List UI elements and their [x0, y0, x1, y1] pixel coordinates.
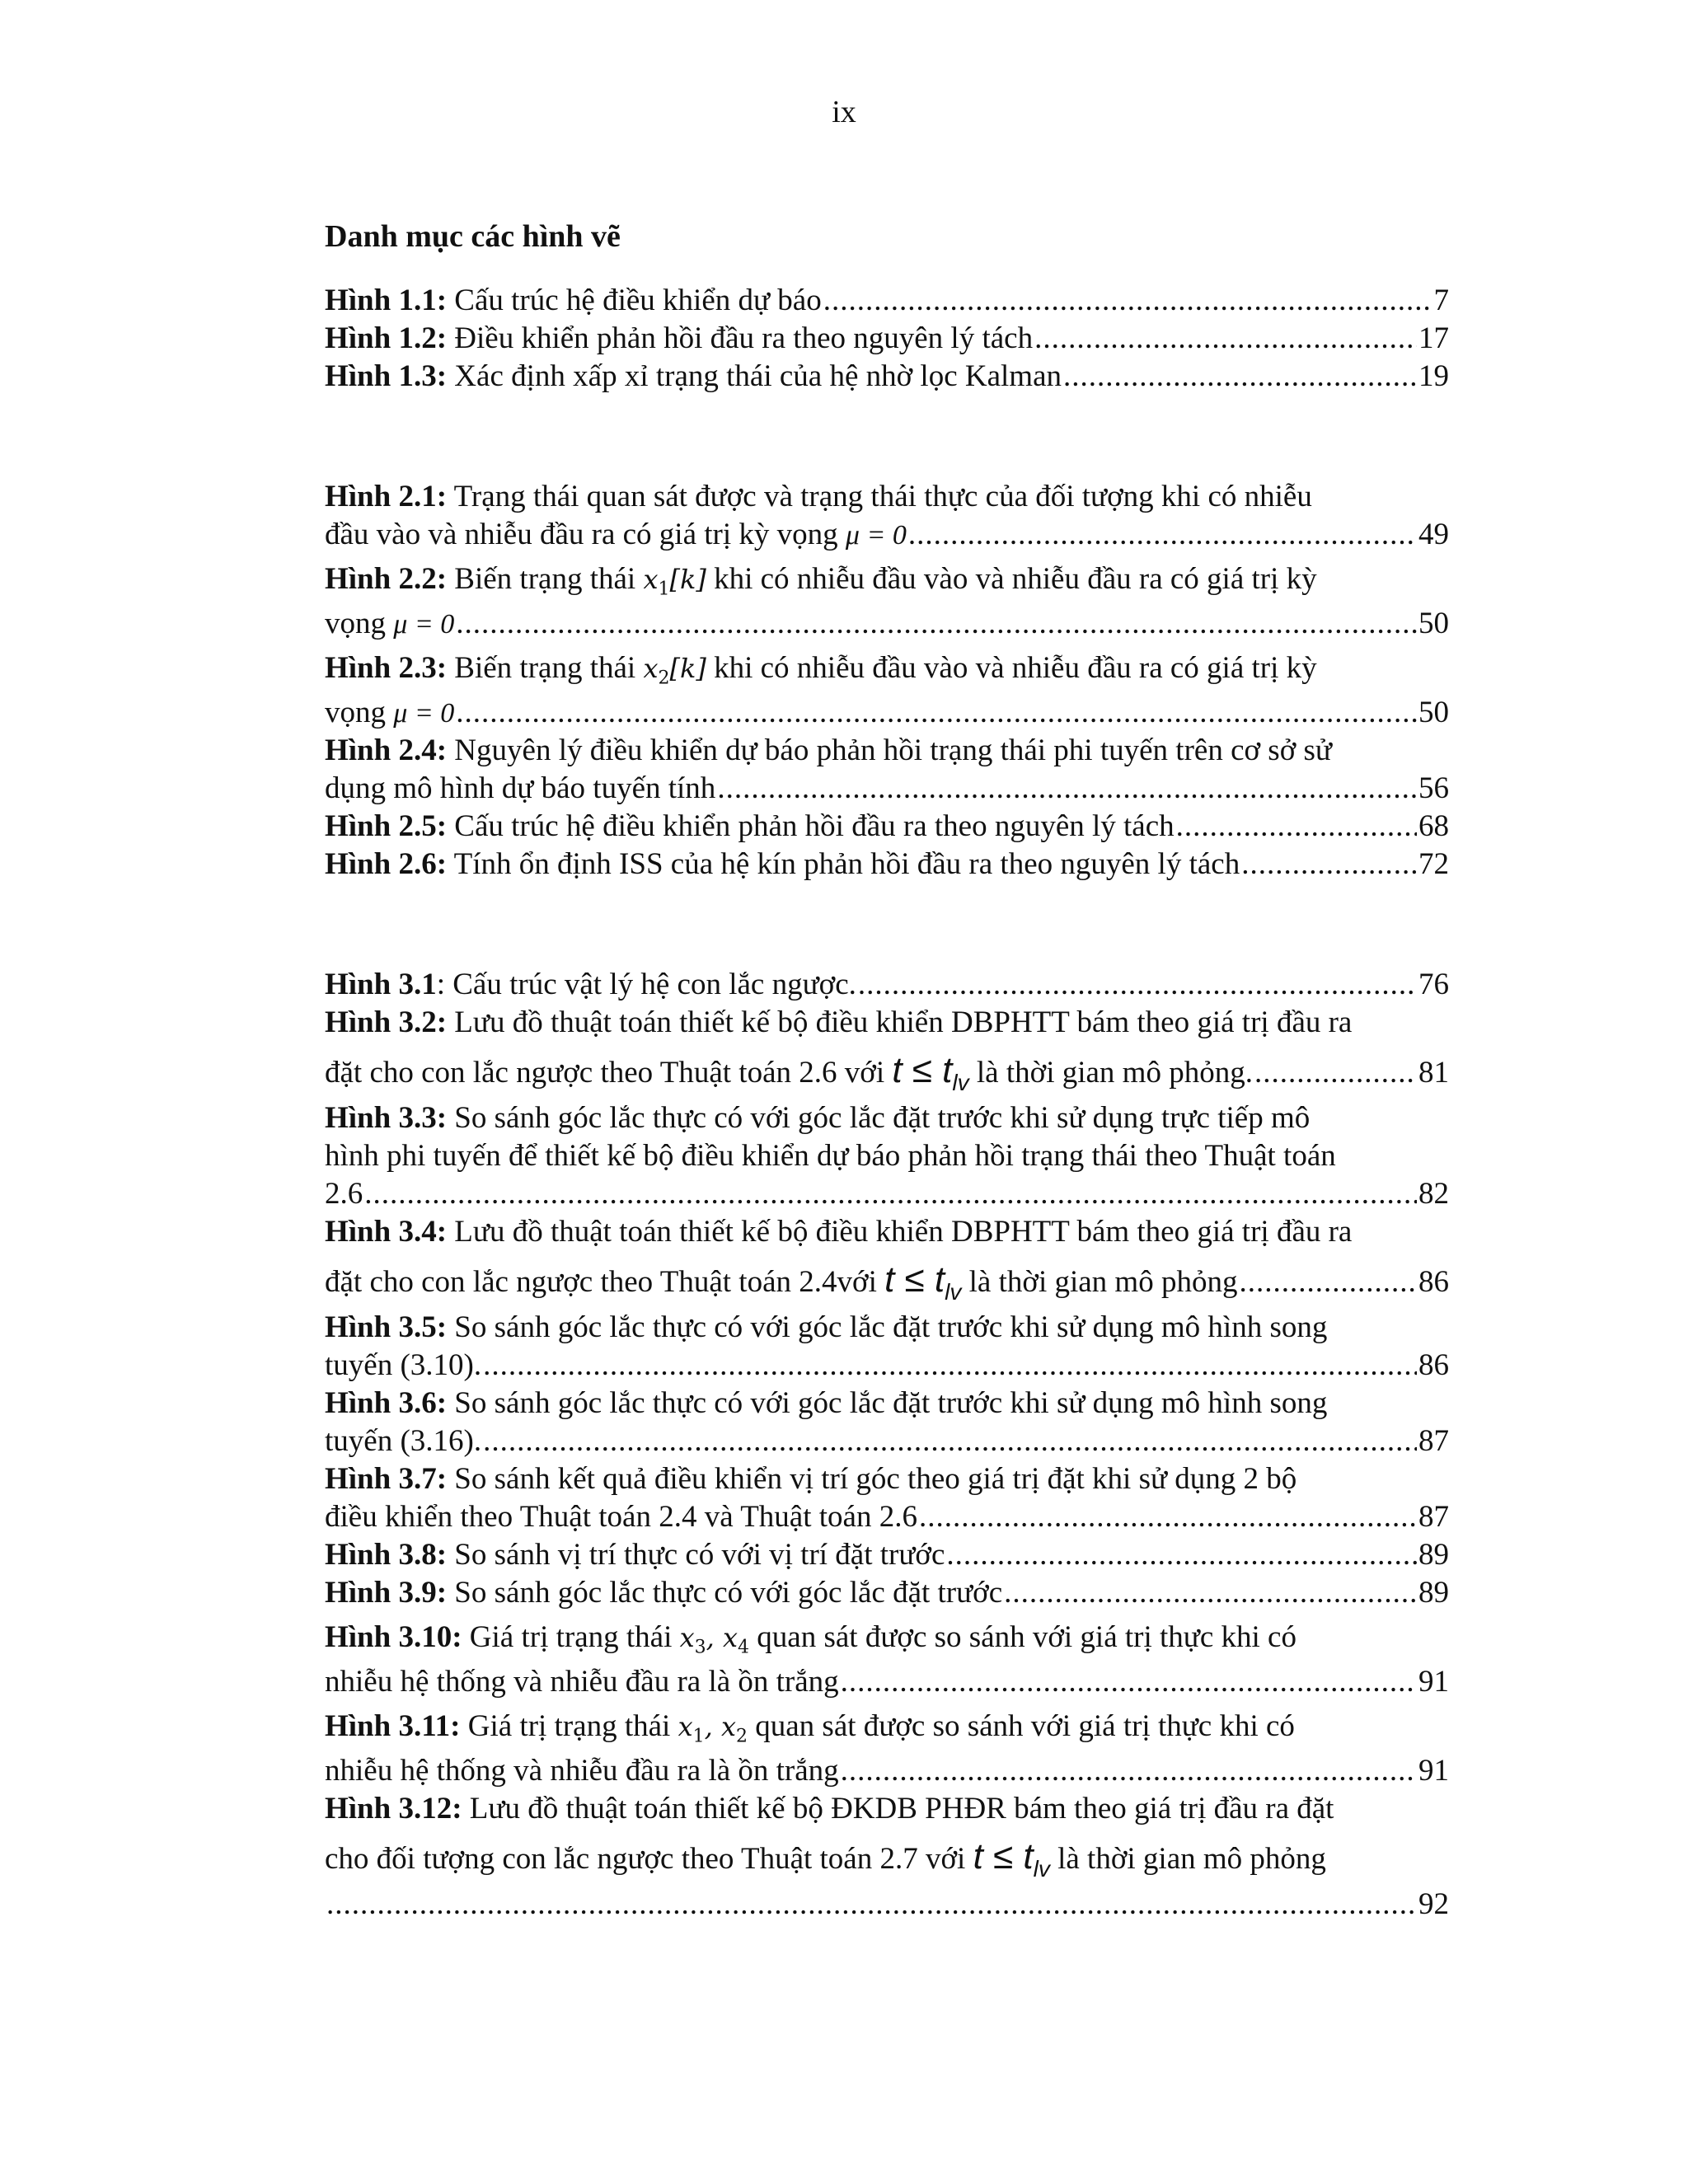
- page-ref: 87: [1418, 1424, 1449, 1458]
- figure-entry-3-10[interactable]: Hình 3.10: Giá trị trạng thái $x_3$, $x_4$ quan sát được so sánh với giá trị thực khi có nhiễu hệ thống và nhiễu đầu ra là ồn trắng ..... 91: [325, 1612, 1449, 1701]
- page-ref: 81: [1418, 1056, 1449, 1090]
- figure-entry-3-9[interactable]: Hình 3.9: So sánh góc lắc thực có với góc lắc đặt trước ..... 89: [325, 1574, 1449, 1612]
- page-number: ix: [832, 95, 856, 129]
- figure-entry-2-4[interactable]: Hình 2.4: Nguyên lý điều khiển dự báo phản hồi trạng thái phi tuyến trên cơ sở sử dụng mô hình dự báo tuyến tính ..... 56: [325, 732, 1449, 808]
- figure-entry-3-6[interactable]: Hình 3.6: So sánh góc lắc thực có với góc lắc đặt trước khi sử dụng mô hình song tuyến (3.16). ..... 87: [325, 1385, 1449, 1460]
- figure-entry-2-6[interactable]: Hình 2.6: Tính ổn định ISS của hệ kín phản hồi đầu ra theo nguyên lý tách ..... 72: [325, 846, 1449, 883]
- figure-entry-3-1[interactable]: Hình 3.1: Cấu trúc vật lý hệ con lắc ngược. ..... 76: [325, 966, 1449, 1004]
- figure-entry-2-3[interactable]: Hình 2.3: Biến trạng thái $x_2[k]$ khi có nhiễu đầu vào và nhiễu đầu ra có giá trị kỳ vọng μ = 0 ..... 50: [325, 643, 1449, 732]
- state-var-x2k: $x_2[k]$: [643, 653, 706, 689]
- figure-entry-3-11[interactable]: Hình 3.11: Giá trị trạng thái $x_1$, $x_2$ quan sát được so sánh với giá trị thực khi có nhiễu hệ thống và nhiễu đầu ra là ồn trắng ..... 91: [325, 1701, 1449, 1790]
- figure-entry-3-7[interactable]: Hình 3.7: So sánh kết quả điều khiển vị trí góc theo giá trị đặt khi sử dụng 2 bộ điều khiển theo Thuật toán 2.4 và Thuật toán 2.6 ..... 87: [325, 1460, 1449, 1536]
- page-ref: 89: [1418, 1538, 1449, 1572]
- chapter-2-figures: [325, 478, 1449, 883]
- page-ref: 19: [1418, 359, 1449, 393]
- page-ref: 82: [1418, 1177, 1449, 1211]
- figure-entry-3-8[interactable]: Hình 3.8: So sánh vị trí thực có với vị trí đặt trước ..... 89: [325, 1536, 1449, 1574]
- figure-entry-3-5[interactable]: Hình 3.5: So sánh góc lắc thực có với góc lắc đặt trước khi sử dụng mô hình song tuyến (3.10). ..... 86: [325, 1309, 1449, 1385]
- time-limit-expression: $t \le t_{lv}$: [973, 1836, 1050, 1882]
- chapter-3-figures: [325, 966, 1449, 1924]
- page-ref: 49: [1418, 518, 1449, 551]
- figure-entry-3-2[interactable]: Hình 3.2: Lưu đồ thuật toán thiết kế bộ điều khiển DBPHTT bám theo giá trị đầu ra đặt cho con lắc ngược theo Thuật toán 2.6 với $t \le t_{lv}$ là thời gian mô phỏng. ..... 81: [325, 1004, 1449, 1099]
- page-ref: 91: [1418, 1754, 1449, 1788]
- page-ref: 87: [1418, 1500, 1449, 1534]
- page-ref: 89: [1418, 1576, 1449, 1610]
- page-ref: 72: [1418, 847, 1449, 881]
- page-ref: 56: [1418, 771, 1449, 805]
- figure-entry-2-2[interactable]: Hình 2.2: Biến trạng thái $x_1[k]$ khi có nhiễu đầu vào và nhiễu đầu ra có giá trị kỳ vọng μ = 0 ..... 50: [325, 554, 1449, 643]
- figure-entry-2-5[interactable]: Hình 2.5: Cấu trúc hệ điều khiển phản hồi đầu ra theo nguyên lý tách ..... 68: [325, 808, 1449, 846]
- state-vars-x1-x2: $x_1$, $x_2$: [678, 1711, 748, 1747]
- figure-entry-3-3[interactable]: Hình 3.3: So sánh góc lắc thực có với góc lắc đặt trước khi sử dụng trực tiếp mô hình phi tuyến để thiết kế bộ điều khiển dự báo phản hồi trạng thái theo Thuật toán 2.6 ..... 82: [325, 1099, 1449, 1213]
- section-heading: Danh mục các hình vẽ: [325, 219, 621, 254]
- mu-equation: μ = 0: [393, 609, 455, 640]
- state-var-x1k: $x_1[k]$: [643, 564, 706, 600]
- mu-equation: μ = 0: [393, 698, 455, 729]
- page-ref: 17: [1418, 321, 1449, 355]
- page-ref: 86: [1418, 1265, 1449, 1299]
- mu-equation: μ = 0: [845, 520, 907, 551]
- figure-entry-3-12[interactable]: Hình 3.12: Lưu đồ thuật toán thiết kế bộ ĐKDB PHĐR bám theo giá trị đầu ra đặt cho đối tượng con lắc ngược theo Thuật toán 2.7 với $t \le t_{lv}$ là thời gian mô phỏng ..... 92: [325, 1790, 1449, 1924]
- figure-entry-1-2[interactable]: Hình 1.2: Điều khiển phản hồi đầu ra theo nguyên lý tách ..... 17: [325, 320, 1449, 358]
- page-ref: 68: [1418, 809, 1449, 843]
- time-limit-expression: $t \le t_{lv}$: [892, 1050, 969, 1095]
- figure-entry-1-3[interactable]: Hình 1.3: Xác định xấp xỉ trạng thái của hệ nhờ lọc Kalman ..... 19: [325, 358, 1449, 396]
- page-ref: 92: [1418, 1887, 1449, 1921]
- page-ref: 7: [1433, 284, 1449, 317]
- figure-entry-3-4[interactable]: Hình 3.4: Lưu đồ thuật toán thiết kế bộ điều khiển DBPHTT bám theo giá trị đầu ra đặt cho con lắc ngược theo Thuật toán 2.4với $t \le t_{lv}$ là thời gian mô phỏng ..... 86: [325, 1213, 1449, 1309]
- page-ref: 76: [1418, 968, 1449, 1001]
- list-of-figures: [325, 216, 1449, 1924]
- page-ref: 91: [1418, 1665, 1449, 1699]
- chapter-1-figures: [325, 282, 1449, 396]
- figure-entry-1-1[interactable]: Hình 1.1: Cấu trúc hệ điều khiển dự báo ..... 7: [325, 282, 1449, 320]
- page-ref: 86: [1418, 1348, 1449, 1382]
- figure-entry-2-1[interactable]: Hình 2.1: Trạng thái quan sát được và trạng thái thực của đối tượng khi có nhiễu đầu vào và nhiễu đầu ra có giá trị kỳ vọng μ = 0 ..... 49: [325, 478, 1449, 554]
- page-ref: 50: [1418, 696, 1449, 729]
- state-vars-x3-x4: $x_3$, $x_4$: [679, 1622, 750, 1658]
- time-limit-expression: $t \le t_{lv}$: [884, 1259, 962, 1305]
- page-ref: 50: [1418, 607, 1449, 640]
